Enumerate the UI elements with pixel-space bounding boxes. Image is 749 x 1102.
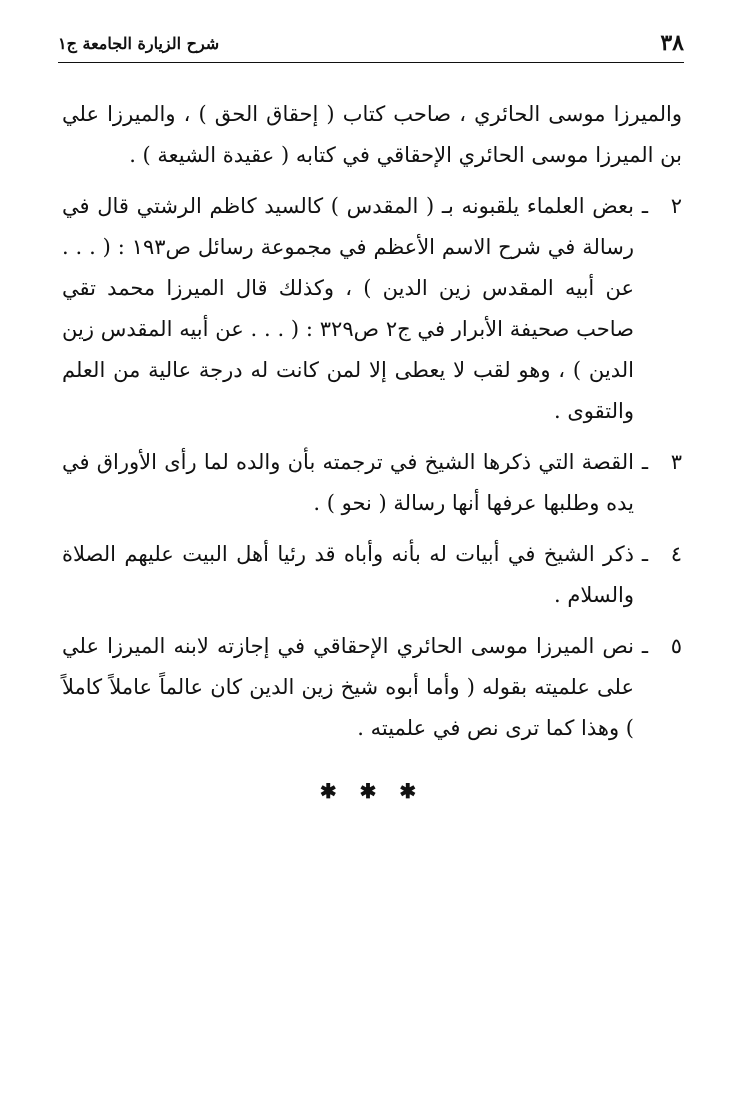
note-dash: ـ — [641, 634, 649, 658]
note-2 — [62, 186, 682, 432]
page-number: ٣٨ — [660, 30, 684, 56]
note-number: ٤ — [670, 542, 682, 566]
note-text: بعض العلماء يلقبونه بـ ( المقدس ) كالسيد كاظم الرشتي قال في رسالة في شرح الاسم الأعظم في مجموعة رسائل ص١٩٣ : ( . . . عن أبيه المقدس زين الدين ) ، وكذلك قال الميرزا محمد تقي صاحب صحيفة الأبرار في ج٢ ص٣٢٩ : ( . . . عن أبيه المقدس زين الدين ) ، وهو لقب لا يعطى إلا لمن كانت له درجة عالية من العلم والتقوى . — [62, 194, 634, 423]
body-text — [62, 94, 682, 812]
intro-paragraph: والميرزا موسى الحائري ، صاحب كتاب ( إحقاق الحق ) ، والميرزا علي بن الميرزا موسى الحائري الإحقاقي في كتابه ( عقيدة الشيعة ) . — [62, 102, 682, 167]
note-text: نص الميرزا موسى الحائري الإحقاقي في إجازته لابنه الميرزا علي على علميته بقوله ( وأما أبوه شيخ زين الدين كان عالماً عاملاً كاملاً ) وهذا كما ترى نص في علميته . — [62, 634, 634, 740]
header-rule — [58, 62, 684, 63]
section-separator: ✱ ✱ ✱ — [319, 779, 425, 803]
note-number: ٥ — [670, 634, 682, 658]
note-dash: ـ — [641, 194, 649, 218]
note-dash: ـ — [641, 450, 649, 474]
note-3 — [62, 442, 682, 524]
note-text: القصة التي ذكرها الشيخ في ترجمته بأن والده لما رأى الأوراق في يده وطلبها عرفها أنها رسالة ( نحو ) . — [62, 450, 634, 515]
note-text: ذكر الشيخ في أبيات له بأنه وأباه قد رئيا أهل البيت عليهم الصلاة والسلام . — [62, 542, 634, 607]
running-head — [58, 28, 684, 58]
note-dash: ـ — [641, 542, 649, 566]
note-number: ٢ — [670, 194, 682, 218]
note-number: ٣ — [670, 450, 682, 474]
running-title: شرح الزيارة الجامعة ج١ — [58, 34, 220, 53]
note-5 — [62, 626, 682, 749]
note-4 — [62, 534, 682, 616]
